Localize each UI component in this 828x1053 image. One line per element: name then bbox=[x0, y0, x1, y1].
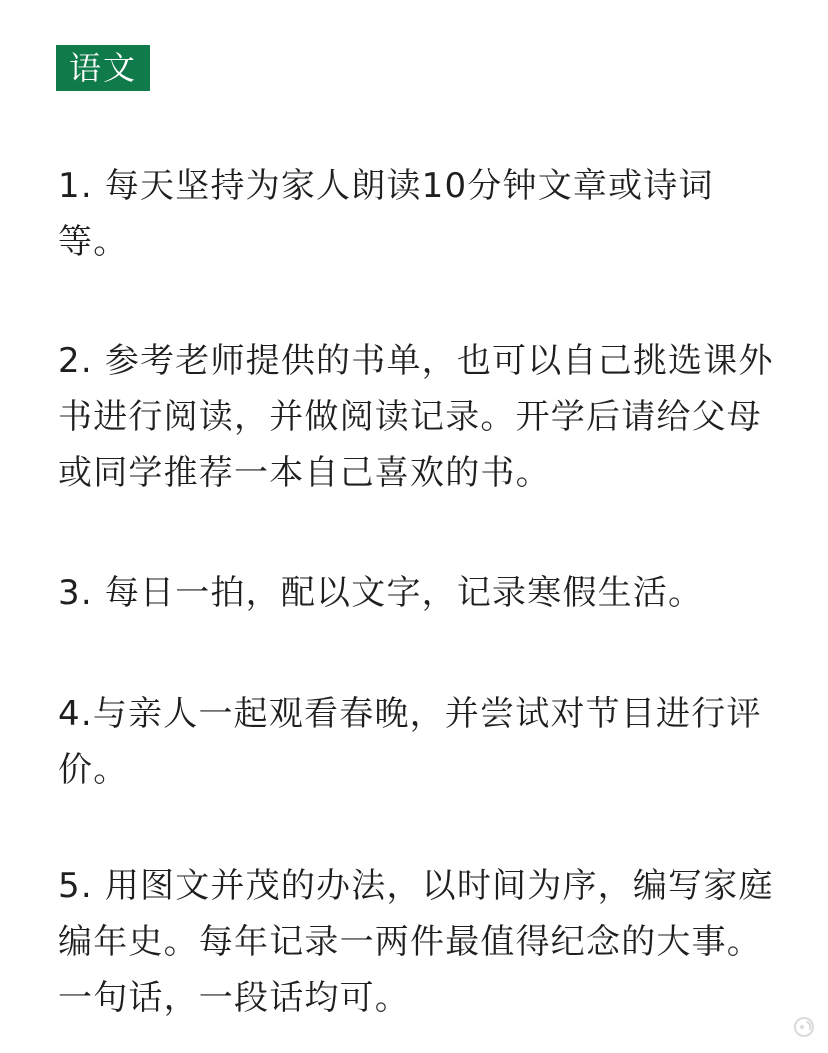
assignment-item-5: 5. 用图文并茂的办法，以时间为序，编写家庭编年史。每年记录一两件最值得纪念的大事。一句话，一段话均可。 bbox=[58, 866, 774, 1018]
subject-badge: 语文 bbox=[56, 45, 150, 91]
watermark bbox=[792, 1015, 816, 1039]
assignment-item-1: 1. 每天坚持为家人朗读10分钟文章或诗词等。 bbox=[58, 166, 714, 262]
assignment-item-4: 4.与亲人一起观看春晚，并尝试对节目进行评价。 bbox=[58, 694, 762, 790]
assignment-item-3: 3. 每日一拍，配以文字，记录寒假生活。 bbox=[58, 573, 704, 613]
weibo-icon bbox=[792, 1015, 816, 1039]
assignment-item-2: 2. 参考老师提供的书单，也可以自己挑选课外书进行阅读，并做阅读记录。开学后请给父母或同学推荐一本自己喜欢的书。 bbox=[58, 341, 774, 493]
